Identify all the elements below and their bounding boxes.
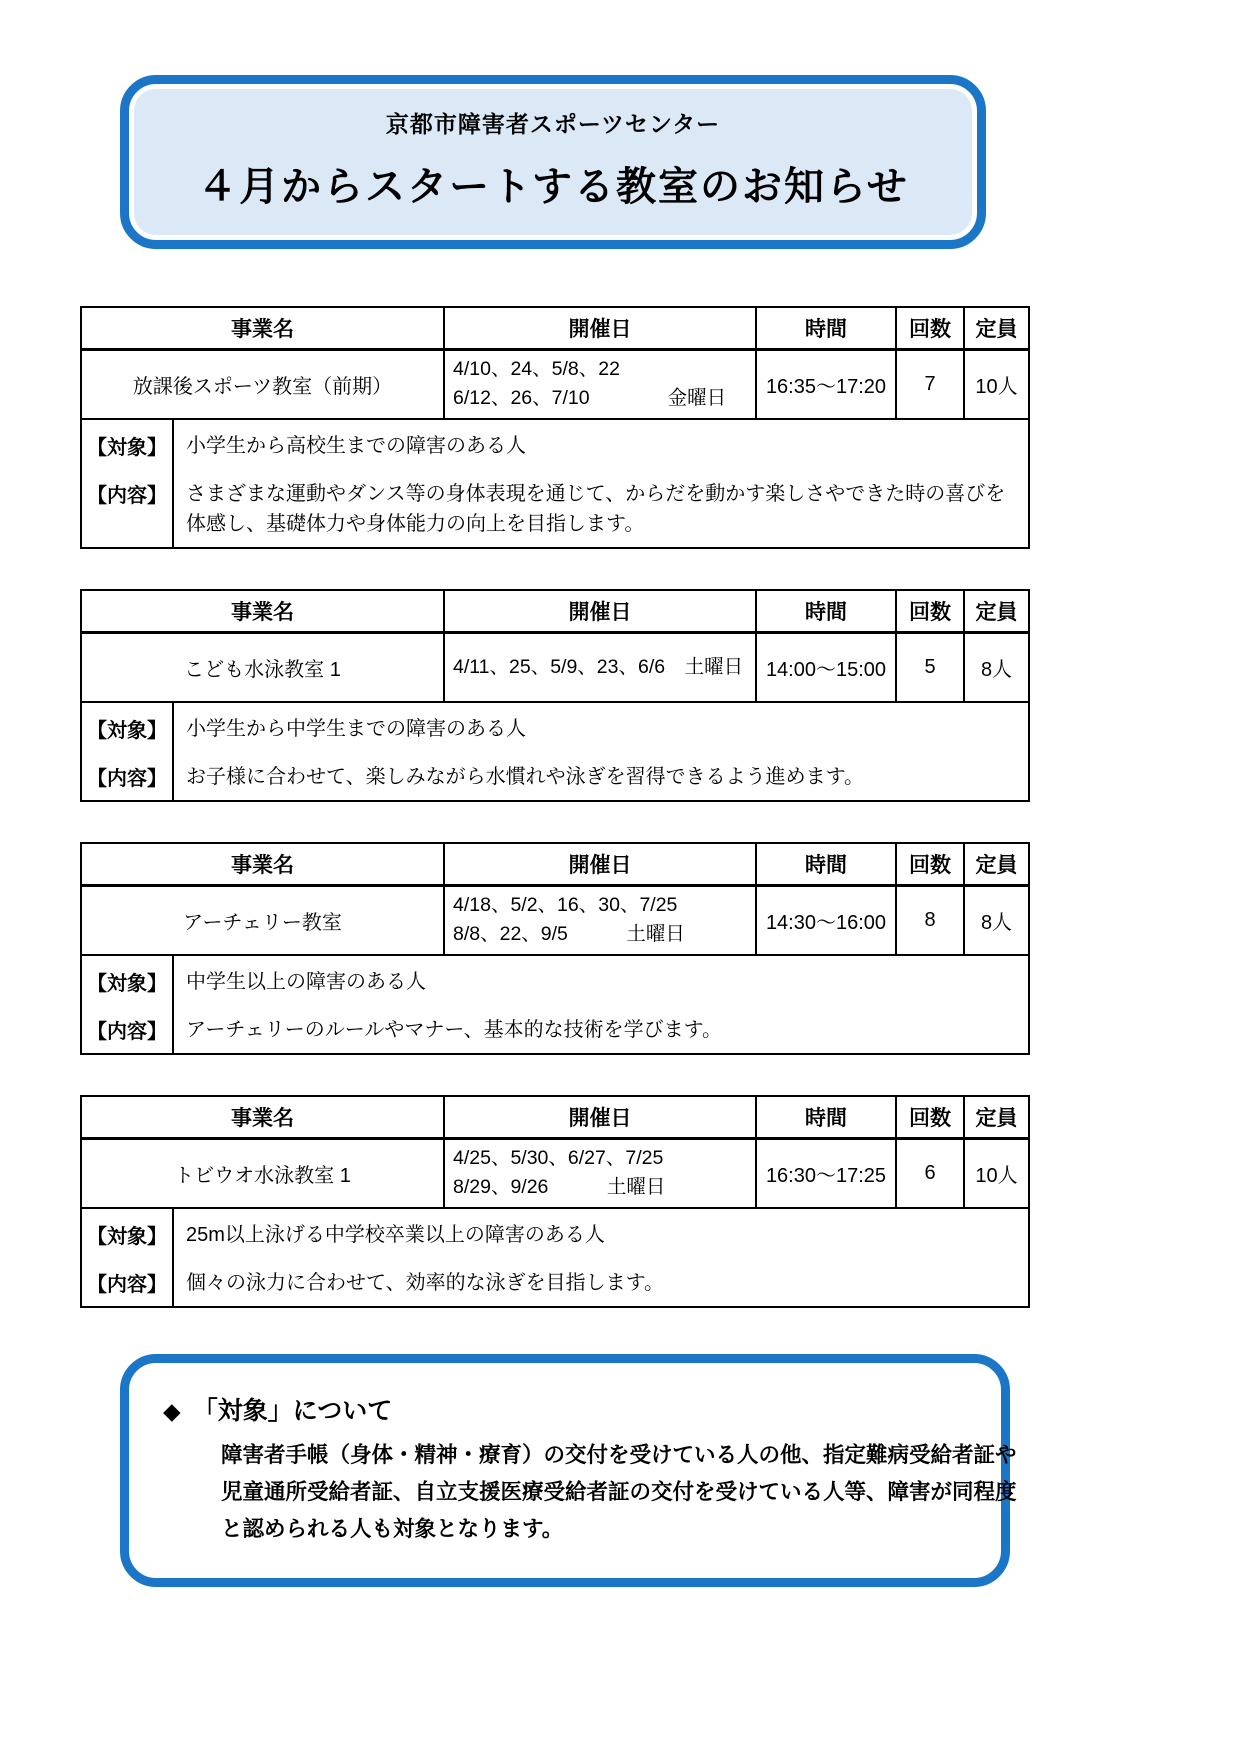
table-data-row bbox=[81, 1138, 1029, 1208]
col-header-sessions: 回数 bbox=[896, 1096, 964, 1138]
sessions-cell: 5 bbox=[896, 632, 964, 702]
time-cell: 16:35～17:20 bbox=[756, 349, 896, 419]
note-box bbox=[120, 1354, 1017, 1587]
table-data-row bbox=[81, 349, 1029, 419]
content-text: アーチェリーのルールやマナー、基本的な技術を学びます。 bbox=[173, 1007, 1029, 1054]
dates-line-1: 4/10、24、5/8、22 bbox=[453, 358, 620, 380]
col-header-time: 時間 bbox=[756, 843, 896, 885]
table-header-row bbox=[81, 1096, 1029, 1138]
col-header-sessions: 回数 bbox=[896, 843, 964, 885]
header-box bbox=[120, 75, 986, 249]
target-text: 小学生から高校生までの障害のある人 bbox=[173, 419, 1029, 471]
col-header-dates: 開催日 bbox=[444, 590, 756, 632]
dates-cell bbox=[444, 632, 756, 702]
content-row bbox=[81, 754, 1029, 801]
class-table-4 bbox=[80, 1095, 1028, 1308]
class-table-2-bottom bbox=[80, 701, 1030, 802]
target-label: 【対象】 bbox=[81, 419, 173, 471]
dates-cell bbox=[444, 885, 756, 955]
class-table-3 bbox=[80, 842, 1028, 1055]
col-header-name: 事業名 bbox=[81, 843, 444, 885]
content-label: 【内容】 bbox=[81, 1260, 173, 1307]
class-table-1-bottom bbox=[80, 418, 1030, 549]
class-name-cell: アーチェリー教室 bbox=[81, 885, 444, 955]
col-header-name: 事業名 bbox=[81, 590, 444, 632]
target-row bbox=[81, 419, 1029, 471]
table-data-row bbox=[81, 632, 1029, 702]
dates-cell bbox=[444, 1138, 756, 1208]
content-row bbox=[81, 471, 1029, 548]
diamond-icon: ◆ bbox=[163, 1398, 181, 1424]
target-text: 25m以上泳げる中学校卒業以上の障害のある人 bbox=[173, 1208, 1029, 1260]
page-title: ４月からスタートする教室のお知らせ bbox=[197, 165, 909, 209]
col-header-sessions: 回数 bbox=[896, 307, 964, 349]
dates-cell bbox=[444, 349, 756, 419]
dates-line-1: 4/11、25、5/9、23、6/6 土曜日 bbox=[453, 655, 744, 678]
note-heading: 「対象」について bbox=[192, 1397, 393, 1425]
class-name-cell: こども水泳教室 1 bbox=[81, 632, 444, 702]
col-header-time: 時間 bbox=[756, 307, 896, 349]
col-header-dates: 開催日 bbox=[444, 843, 756, 885]
content-text: 個々の泳力に合わせて、効率的な泳ぎを目指します。 bbox=[173, 1260, 1029, 1307]
col-header-capacity: 定員 bbox=[964, 307, 1029, 349]
class-table-3-top bbox=[80, 842, 1030, 956]
class-table-2 bbox=[80, 589, 1028, 802]
content-row bbox=[81, 1260, 1029, 1307]
capacity-cell: 10人 bbox=[964, 1138, 1029, 1208]
target-text: 小学生から中学生までの障害のある人 bbox=[173, 702, 1029, 754]
capacity-cell: 8人 bbox=[964, 885, 1029, 955]
dates-line-1: 4/25、5/30、6/27、7/25 bbox=[453, 1147, 664, 1169]
target-label: 【対象】 bbox=[81, 1208, 173, 1260]
sessions-cell: 8 bbox=[896, 885, 964, 955]
class-table-1 bbox=[80, 306, 1028, 549]
class-table-4-top bbox=[80, 1095, 1030, 1209]
time-cell: 14:30～16:00 bbox=[756, 885, 896, 955]
class-table-3-bottom bbox=[80, 954, 1030, 1055]
dates-line-2: 8/29、9/26 土曜日 bbox=[453, 1176, 666, 1199]
content-text: お子様に合わせて、楽しみながら水慣れや泳ぎを習得できるよう進めます。 bbox=[173, 754, 1029, 801]
col-header-dates: 開催日 bbox=[444, 307, 756, 349]
note-heading-row bbox=[163, 1391, 971, 1427]
col-header-time: 時間 bbox=[756, 590, 896, 632]
time-cell: 14:00～15:00 bbox=[756, 632, 896, 702]
content-row bbox=[81, 1007, 1029, 1054]
col-header-name: 事業名 bbox=[81, 1096, 444, 1138]
class-name-cell: 放課後スポーツ教室（前期） bbox=[81, 349, 444, 419]
class-tables bbox=[80, 306, 1028, 1308]
dates-line-1: 4/18、5/2、16、30、7/25 bbox=[453, 894, 678, 916]
col-header-sessions: 回数 bbox=[896, 590, 964, 632]
col-header-time: 時間 bbox=[756, 1096, 896, 1138]
target-label: 【対象】 bbox=[81, 702, 173, 754]
dates-line-2: 6/12、26、7/10 金曜日 bbox=[453, 387, 727, 410]
class-table-1-top bbox=[80, 306, 1030, 420]
content-label: 【内容】 bbox=[81, 754, 173, 801]
target-text: 中学生以上の障害のある人 bbox=[173, 955, 1029, 1007]
col-header-name: 事業名 bbox=[81, 307, 444, 349]
sessions-cell: 7 bbox=[896, 349, 964, 419]
class-table-2-top bbox=[80, 589, 1030, 703]
target-row bbox=[81, 702, 1029, 754]
note-body: 障害者手帳（身体・精神・療育）の交付を受けている人の他、指定難病受給者証や児童通所受給者証、自立支援医療受給者証の交付を受けている人等、障害が同程度と認められる人も対象となります。 bbox=[221, 1443, 1017, 1541]
table-header-row bbox=[81, 307, 1029, 349]
sessions-cell: 6 bbox=[896, 1138, 964, 1208]
col-header-capacity: 定員 bbox=[964, 843, 1029, 885]
col-header-capacity: 定員 bbox=[964, 590, 1029, 632]
col-header-dates: 開催日 bbox=[444, 1096, 756, 1138]
org-name: 京都市障害者スポーツセンター bbox=[385, 111, 721, 137]
content-text: さまざまな運動やダンス等の身体表現を通じて、からだを動かす楽しさやできた時の喜びを体感し、基礎体力や身体能力の向上を目指します。 bbox=[173, 471, 1029, 548]
target-label: 【対象】 bbox=[81, 955, 173, 1007]
target-row bbox=[81, 1208, 1029, 1260]
table-data-row bbox=[81, 885, 1029, 955]
col-header-capacity: 定員 bbox=[964, 1096, 1029, 1138]
class-name-cell: トビウオ水泳教室 1 bbox=[81, 1138, 444, 1208]
class-table-4-bottom bbox=[80, 1207, 1030, 1308]
dates-line-2: 8/8、22、9/5 土曜日 bbox=[453, 923, 685, 946]
capacity-cell: 10人 bbox=[964, 349, 1029, 419]
target-row bbox=[81, 955, 1029, 1007]
time-cell: 16:30～17:25 bbox=[756, 1138, 896, 1208]
content-label: 【内容】 bbox=[81, 471, 173, 548]
capacity-cell: 8人 bbox=[964, 632, 1029, 702]
table-header-row bbox=[81, 843, 1029, 885]
content-label: 【内容】 bbox=[81, 1007, 173, 1054]
table-header-row bbox=[81, 590, 1029, 632]
